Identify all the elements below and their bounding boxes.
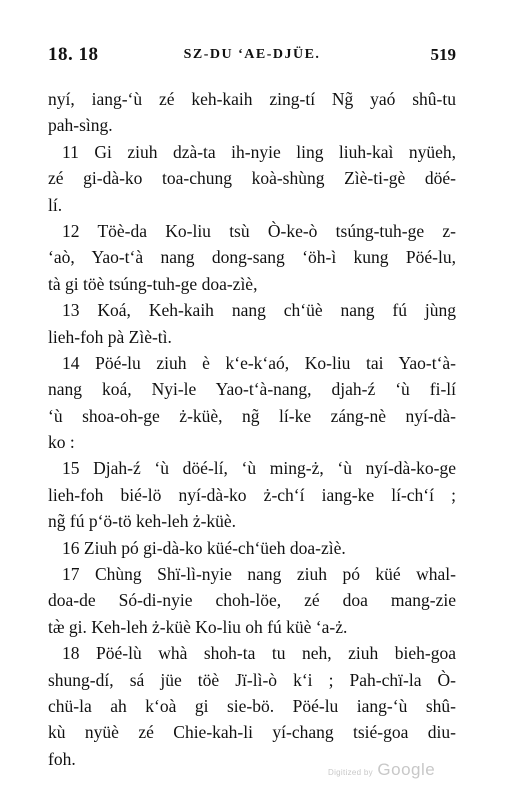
text-line: ‘aò, Yao-t‘à nang dong-sang ‘öh-ì kung Pöé-lu, [48,247,456,268]
text-line: 13 Koá, Keh-kaih nang ch‘üè nang fú jùng [62,300,456,321]
text-body [48,86,456,772]
page-number: 519 [430,45,456,64]
text-line: ko : [48,432,75,453]
text-line: tæ̀ gi. Keh-leh ż-küè Ko-liu oh fú küè ‘a-ż. [48,616,348,637]
text-line: 18 Pöé-lù whà shoh-ta tu neh, ziuh bieh-goa [62,643,456,664]
text-line: foh. [48,748,76,769]
text-line: kù nyüè zé Chie-kah-li yí-chang tsié-goa diu- [48,722,456,743]
text-line: ‘ù shoa-oh-ge ż-küè, ng̃ lí-ke záng-nè nyí-dà- [48,405,456,426]
text-line: tà gi töè tsúng-tuh-ge doa-zìè, [48,273,258,294]
text-line: shung-dí, sá jüe töè Jï-lì-ò k‘i ; Pah-chï-la Ò- [48,669,456,690]
text-line: nang koá, Nyi-le Yao-t‘à-nang, djah-ź ‘ù fi-lí [48,379,456,400]
text-line: 12 Töè-da Ko-liu tsù Ò-ke-ò tsúng-tuh-ge z- [62,220,456,241]
text-line: chü-la ah k‘oà gi sie-bö. Pöé-lu iang-‘ù shû- [48,695,456,716]
text-line: 16 Ziuh pó gi-dà-ko küé-ch‘üeh doa-zìè. [62,537,346,558]
text-line: 11 Gi ziuh dzà-ta ih-nyie ling liuh-kaì nyüeh, [62,141,456,162]
page-header [48,44,456,70]
digitized-watermark [328,760,435,780]
running-title: SZ-DU ‘AE-DJÜE. [183,47,321,62]
chapter-reference: 18. 18 [48,44,99,65]
watermark-logo: Google [377,760,436,779]
text-line: 14 Pöé-lu ziuh è k‘e-k‘aó, Ko-liu tai Yao-t‘à- [62,352,456,373]
text-line: lí. [48,194,63,215]
text-line: doa-de Só-di-nyie choh-löe, zé doa mang-zie [48,590,456,611]
text-line: nyí, iang-‘ù zé keh-kaih zing-tí Ng̃ yaó shû-tu [48,89,456,109]
watermark-prefix: Digitized by [328,768,373,777]
text-line: ng̃ fú p‘ö-tö keh-leh ż-küè. [48,511,237,532]
text-line: pah-sìng. [48,115,113,136]
text-line: lieh-foh bié-lö nyí-dà-ko ż-ch‘í iang-ke lí-ch‘í ; [48,484,456,505]
text-line: 17 Chùng Shï-lì-nyie nang ziuh pó küé whal- [62,564,456,585]
text-line: 15 Djah-ź ‘ù döé-lí, ‘ù ming-ż, ‘ù nyí-dà-ko-ge [62,458,456,479]
text-line: zé gi-dà-ko toa-chung koà-shùng Zìè-ti-gè döé- [48,168,456,189]
text-line: lieh-foh pà Zìè-tì. [48,326,172,347]
